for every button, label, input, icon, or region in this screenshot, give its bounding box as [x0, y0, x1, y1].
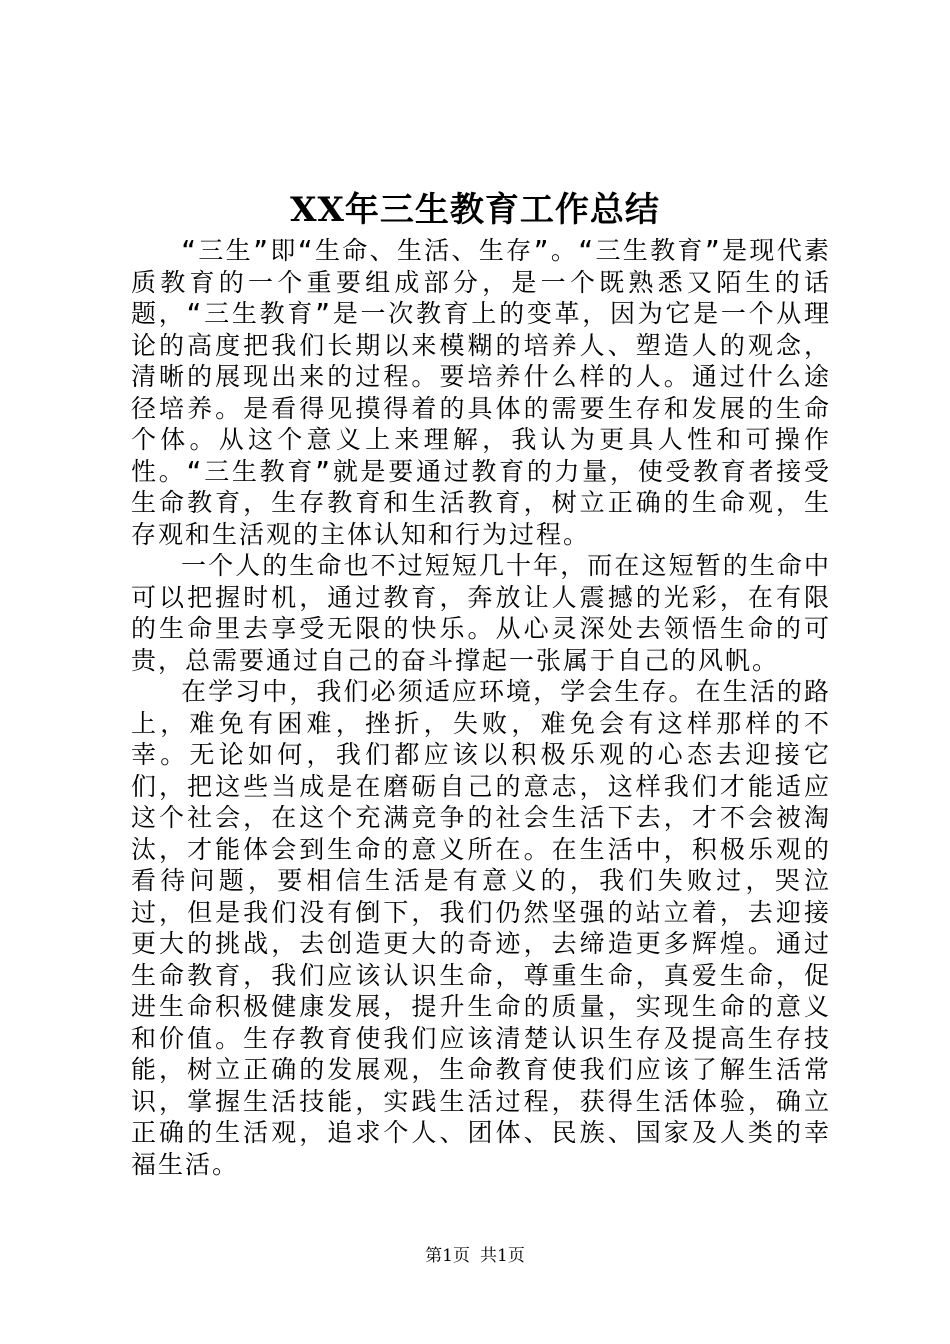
- paragraph-2: 一个人的生命也不过短短几十年，而在这短暂的生命中可以把握时机，通过教育，奔放让人震撼的光彩，在有限的生命里去享受无限的快乐。从心灵深处去领悟生命的可贵，总需要通过自己的奋斗撑起一张属于自己的风帆。: [131, 551, 831, 675]
- page-number: 第1页: [425, 1246, 470, 1266]
- page-total: 共1页: [480, 1246, 525, 1266]
- paragraph-3: 在学习中，我们必须适应环境，学会生存。在生活的路上，难免有困难，挫折，失败，难免会有这样那样的不幸。无论如何，我们都应该以积极乐观的心态去迎接它们，把这些当成是在磨砺自己的意志，这样我们才能适应这个社会，在这个充满竞争的社会生活下去，才不会被淘汰，才能体会到生命的意义所在。在生活中，积极乐观的看待问题，要相信生活是有意义的，我们失败过，哭泣过，但是我们没有倒下，我们仍然坚强的站立着，去迎接更大的挑战，去创造更大的奇迹，去缔造更多辉煌。通过生命教育，我们应该认识生命，尊重生命，真爱生命，促进生命积极健康发展，提升生命的质量，实现生命的意义和价值。生存教育使我们应该清楚认识生存及提高生存技能，树立正确的发展观，生命教育使我们应该了解生活常识，掌握生活技能，实践生活过程，获得生活体验，确立正确的生活观，追求个人、团体、民族、国家及人类的幸福生活。: [131, 677, 831, 1179]
- paragraph-1: “三生”即“生命、生活、生存”。“三生教育”是现代素质教育的一个重要组成部分，是一个既熟悉又陌生的话题，“三生教育”是一次教育上的变革，因为它是一个从理论的高度把我们长期以来模糊的培养人、塑造人的观念，清晰的展现出来的过程。要培养什么样的人。通过什么途径培养。是看得见摸得着的具体的需要生存和发展的生命个体。从这个意义上来理解，我认为更具人性和可操作性。“三生教育”就是要通过教育的力量，使受教育者接受生命教育，生存教育和生活教育，树立正确的生命观，生存观和生活观的主体认知和行为过程。: [131, 236, 831, 549]
- document-title: XX年三生教育工作总结: [290, 190, 660, 230]
- page-footer: [0, 1244, 950, 1268]
- document-body: [131, 235, 831, 1180]
